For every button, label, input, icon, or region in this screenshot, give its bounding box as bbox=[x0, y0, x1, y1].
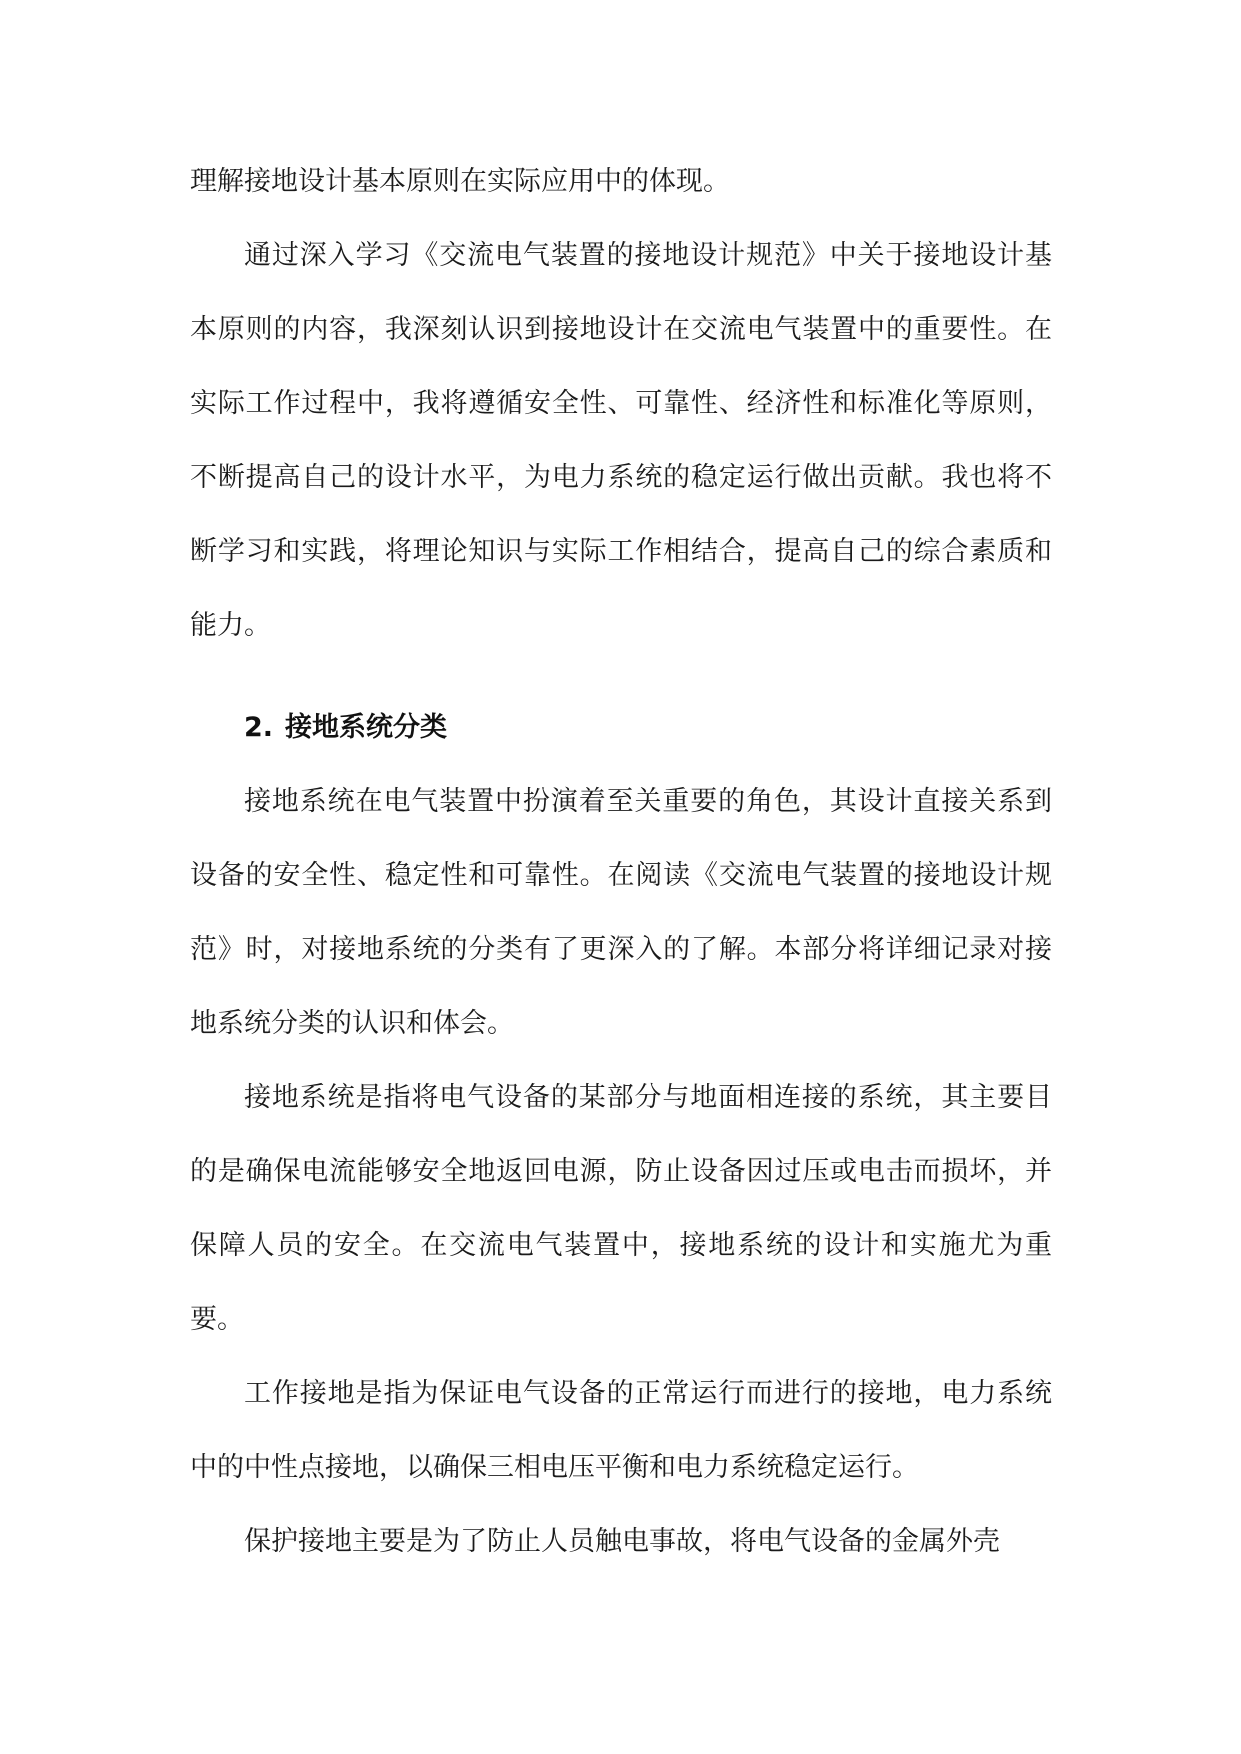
section-heading bbox=[190, 691, 1052, 765]
paragraph-definition: 接地系统是指将电气设备的某部分与地面相连接的系统，其主要目的是确保电流能够安全地返回电源，防止设备因过压或电击而损坏，并保障人员的安全。在交流电气装置中，接地系统的设计和实施尤为重要。 bbox=[190, 1082, 1052, 1335]
paragraph-continuation: 理解接地设计基本原则在实际应用中的体现。 bbox=[190, 166, 730, 197]
section-title: 接地系统分类 bbox=[285, 712, 448, 743]
paragraph-intro: 接地系统在电气装置中扮演着至关重要的角色，其设计直接关系到设备的安全性、稳定性和可靠性。在阅读《交流电气装置的接地设计规范》时，对接地系统的分类有了更深入的了解。本部分将详细记录对接地系统分类的认识和体会。 bbox=[190, 786, 1052, 1039]
paragraph-working-grounding: 工作接地是指为保证电气设备的正常运行而进行的接地，电力系统中的中性点接地，以确保三相电压平衡和电力系统稳定运行。 bbox=[190, 1378, 1052, 1483]
paragraph-conclusion: 通过深入学习《交流电气装置的接地设计规范》中关于接地设计基本原则的内容，我深刻认识到接地设计在交流电气装置中的重要性。在实际工作过程中，我将遵循安全性、可靠性、经济性和标准化等原则，不断提高自己的设计水平，为电力系统的稳定运行做出贡献。我也将不断学习和实践，将理论知识与实际工作相结合，提高自己的综合素质和能力。 bbox=[190, 240, 1052, 641]
section-number: 2. bbox=[244, 712, 274, 743]
paragraph-protective-grounding: 保护接地主要是为了防止人员触电事故，将电气设备的金属外壳 bbox=[244, 1526, 1000, 1557]
document-body bbox=[190, 145, 1052, 1579]
